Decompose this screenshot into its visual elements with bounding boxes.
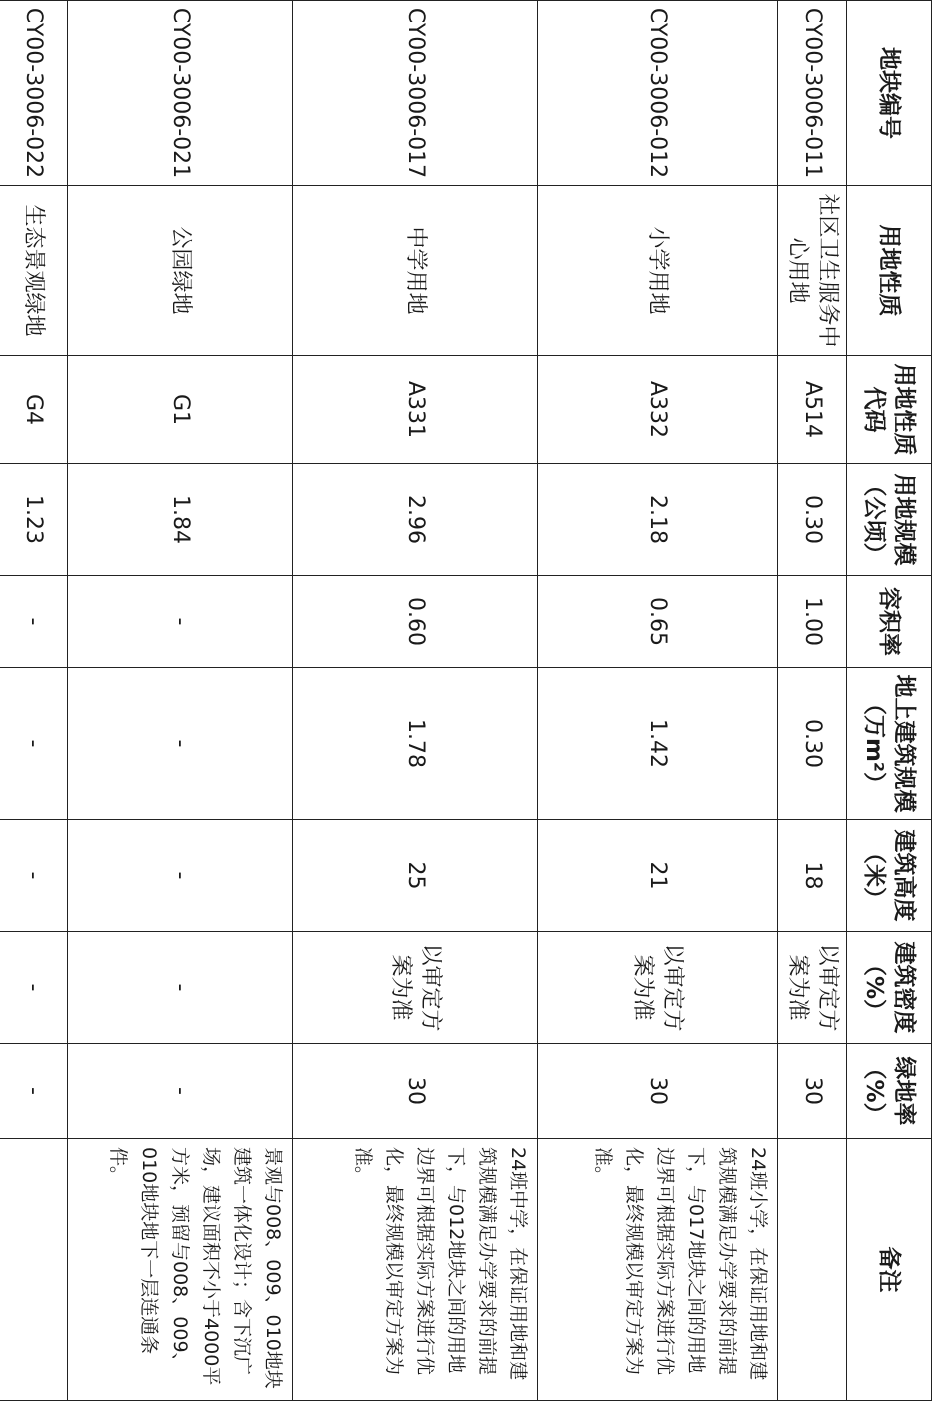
cell-code: CY00-3006-017 — [293, 1, 538, 186]
header-note: 备注 — [847, 1139, 932, 1401]
table-row — [68, 1, 293, 1401]
cell-green: - — [0, 1044, 68, 1139]
cell-code: CY00-3006-022 — [0, 1, 68, 186]
cell-area: 2.96 — [293, 464, 538, 576]
header-floor-area: 地上建筑规模（万m²） — [847, 668, 932, 820]
table-row — [778, 1, 847, 1401]
cell-area: 1.23 — [0, 464, 68, 576]
cell-far: 0.60 — [293, 576, 538, 668]
cell-use-code: G4 — [0, 356, 68, 464]
cell-floor-area: - — [0, 668, 68, 820]
cell-green: - — [68, 1044, 293, 1139]
cell-use: 公园绿地 — [68, 186, 293, 356]
cell-use: 中学用地 — [293, 186, 538, 356]
cell-floor-area: - — [68, 668, 293, 820]
cell-note: 24班中学，在保证用地和建筑规模满足办学要求的前提下，与012地块之间的用地边界可根据实际方案进行优化，最终规模以审定方案为准。 — [293, 1139, 538, 1401]
table-row — [538, 1, 778, 1401]
cell-use-code: A331 — [293, 356, 538, 464]
cell-green: 30 — [778, 1044, 847, 1139]
cell-note: 24班小学，在保证用地和建筑规模满足办学要求的前提下，与017地块之间的用地边界可根据实际方案进行优化，最终规模以审定方案为准。 — [538, 1139, 778, 1401]
cell-use-code: G1 — [68, 356, 293, 464]
cell-density: 以审定方案为准 — [778, 932, 847, 1044]
header-height: 建筑高度（米） — [847, 820, 932, 932]
cell-far: 0.65 — [538, 576, 778, 668]
cell-green: 30 — [538, 1044, 778, 1139]
cell-density: 以审定方案为准 — [293, 932, 538, 1044]
cell-height: 21 — [538, 820, 778, 932]
cell-code: CY00-3006-012 — [538, 1, 778, 186]
cell-floor-area: 0.30 — [778, 668, 847, 820]
table-header-row — [847, 1, 932, 1401]
cell-height: - — [0, 820, 68, 932]
cell-density: - — [68, 932, 293, 1044]
cell-area: 1.84 — [68, 464, 293, 576]
cell-density: 以审定方案为准 — [538, 932, 778, 1044]
cell-area: 2.18 — [538, 464, 778, 576]
cell-note — [778, 1139, 847, 1401]
cell-use: 社区卫生服务中心用地 — [778, 186, 847, 356]
header-area: 用地规模（公顷） — [847, 464, 932, 576]
cell-far: - — [68, 576, 293, 668]
cell-height: - — [68, 820, 293, 932]
cell-use-code: A514 — [778, 356, 847, 464]
cell-use: 生态景观绿地 — [0, 186, 68, 356]
cell-density: - — [0, 932, 68, 1044]
cell-use-code: A332 — [538, 356, 778, 464]
cell-use: 小学用地 — [538, 186, 778, 356]
table-row — [293, 1, 538, 1401]
header-code: 地块编号 — [847, 1, 932, 186]
cell-far: - — [0, 576, 68, 668]
cell-code: CY00-3006-021 — [68, 1, 293, 186]
cell-height: 18 — [778, 820, 847, 932]
cell-note — [0, 1139, 68, 1401]
cell-floor-area: 1.42 — [538, 668, 778, 820]
header-use: 用地性质 — [847, 186, 932, 356]
header-far: 容积率 — [847, 576, 932, 668]
table-row — [0, 1, 68, 1401]
cell-area: 0.30 — [778, 464, 847, 576]
header-green: 绿地率（%） — [847, 1044, 932, 1139]
cell-floor-area: 1.78 — [293, 668, 538, 820]
cell-note: 景观与008、009、010地块建筑一体化设计；含下沉广场，建议面积不小于4000平方米，预留与008、009、010地块地下一层连通条件。 — [68, 1139, 293, 1401]
cell-green: 30 — [293, 1044, 538, 1139]
header-use-code: 用地性质代码 — [847, 356, 932, 464]
cell-far: 1.00 — [778, 576, 847, 668]
header-density: 建筑密度（%） — [847, 932, 932, 1044]
cell-height: 25 — [293, 820, 538, 932]
cell-code: CY00-3006-011 — [778, 1, 847, 186]
